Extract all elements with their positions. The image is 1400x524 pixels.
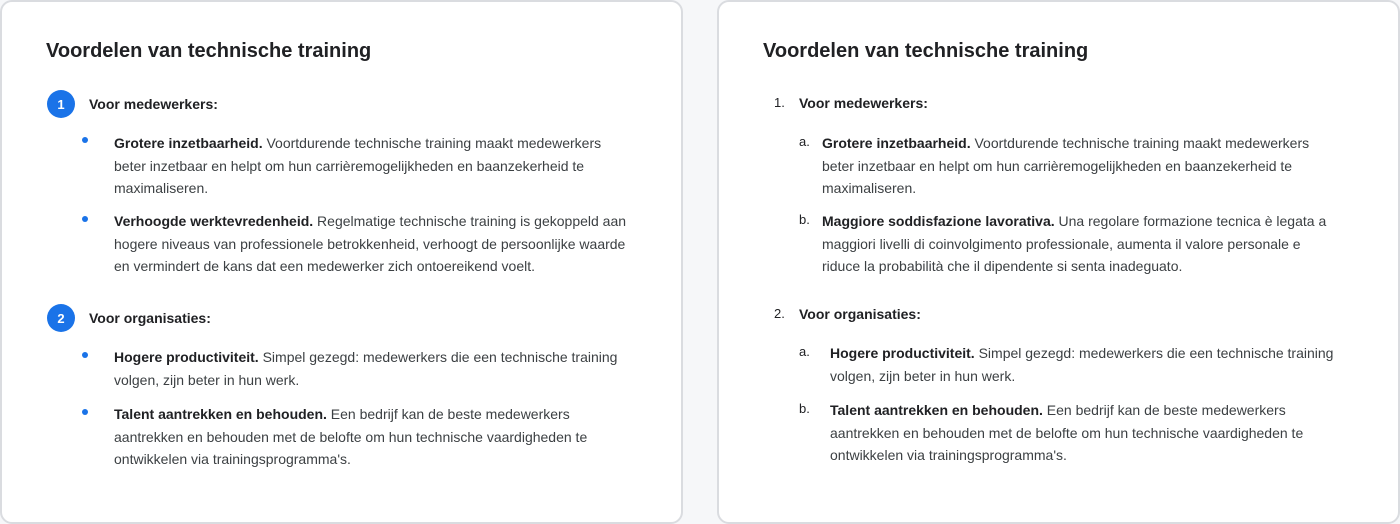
- item-text: Een bedrijf kan de beste medewerkers aantrekken en behouden met de belofte om hun technische vaardigheden te ontwikkelen via trainingsprogramma's.: [830, 402, 1304, 463]
- list-item: [114, 346, 634, 391]
- bullet-icon: [82, 409, 88, 415]
- card-title: Voordelen van technische training: [46, 40, 372, 62]
- item-bold: Hogere productiviteit.: [114, 349, 259, 365]
- item-bold: Talent aantrekken en behouden.: [830, 402, 1043, 418]
- section-heading: Voor organisaties:: [89, 310, 211, 326]
- item-bold: Maggiore soddisfazione lavorativa.: [822, 213, 1055, 229]
- section-number: 1.: [774, 95, 785, 110]
- section-heading: Voor medewerkers:: [799, 95, 928, 111]
- item-text: Simpel gezegd: medewerkers die een technische training volgen, zijn beter in hun werk.: [114, 349, 618, 388]
- card-title: Voordelen van technische training: [763, 40, 1089, 62]
- item-letter: a.: [799, 134, 810, 149]
- card-left: [0, 0, 683, 524]
- item-bold: Hogere productiviteit.: [830, 345, 975, 361]
- list-item: [822, 210, 1332, 278]
- item-letter: b.: [799, 212, 810, 227]
- item-text: Een bedrijf kan de beste medewerkers aantrekken en behouden met de belofte om hun technische vaardigheden te ontwikkelen via trainingsprogramma's.: [114, 406, 588, 467]
- card-right: [717, 0, 1400, 524]
- section-heading: Voor medewerkers:: [89, 96, 218, 112]
- list-item: [114, 132, 634, 200]
- item-text: Una regolare formazione tecnica è legata a maggiori livelli di coinvolgimento professionale, aumenta il valore personale e riduce la probabilità che il dipendente si senta inadeguato.: [822, 213, 1327, 274]
- section-number: 2.: [774, 306, 785, 321]
- bullet-icon: [82, 137, 88, 143]
- item-text: Voortdurende technische training maakt medewerkers beter inzetbaar en helpt om hun carrièremogelijkheden en baanzekerheid te maximaliseren.: [114, 135, 602, 196]
- item-bold: Talent aantrekken en behouden.: [114, 406, 327, 422]
- item-bold: Grotere inzetbaarheid.: [822, 135, 971, 151]
- item-letter: a.: [799, 344, 810, 359]
- item-bold: Grotere inzetbaarheid.: [114, 135, 263, 151]
- step-badge-1: 1: [47, 90, 75, 118]
- item-bold: Verhoogde werktevredenheid.: [114, 213, 314, 229]
- list-item: [114, 403, 634, 471]
- list-item: [830, 342, 1350, 387]
- item-text: Regelmatige technische training is gekoppeld aan hogere niveaus van professionele betrokkenheid, verhoogt de persoonlijke waarde en vermindert de kans dat een medewerker zich ontoereikend voelt.: [114, 213, 627, 274]
- bullet-icon: [82, 216, 88, 222]
- list-item: [114, 210, 634, 278]
- list-item: [822, 132, 1332, 200]
- item-text: Voortdurende technische training maakt medewerkers beter inzetbaar en helpt om hun carrièremogelijkheden en baanzekerheid te maximaliseren.: [822, 135, 1310, 196]
- list-item: [830, 399, 1350, 467]
- item-letter: b.: [799, 401, 810, 416]
- item-text: Simpel gezegd: medewerkers die een technische training volgen, zijn beter in hun werk.: [830, 345, 1334, 384]
- step-badge-2: 2: [47, 304, 75, 332]
- bullet-icon: [82, 352, 88, 358]
- section-heading: Voor organisaties:: [799, 306, 921, 322]
